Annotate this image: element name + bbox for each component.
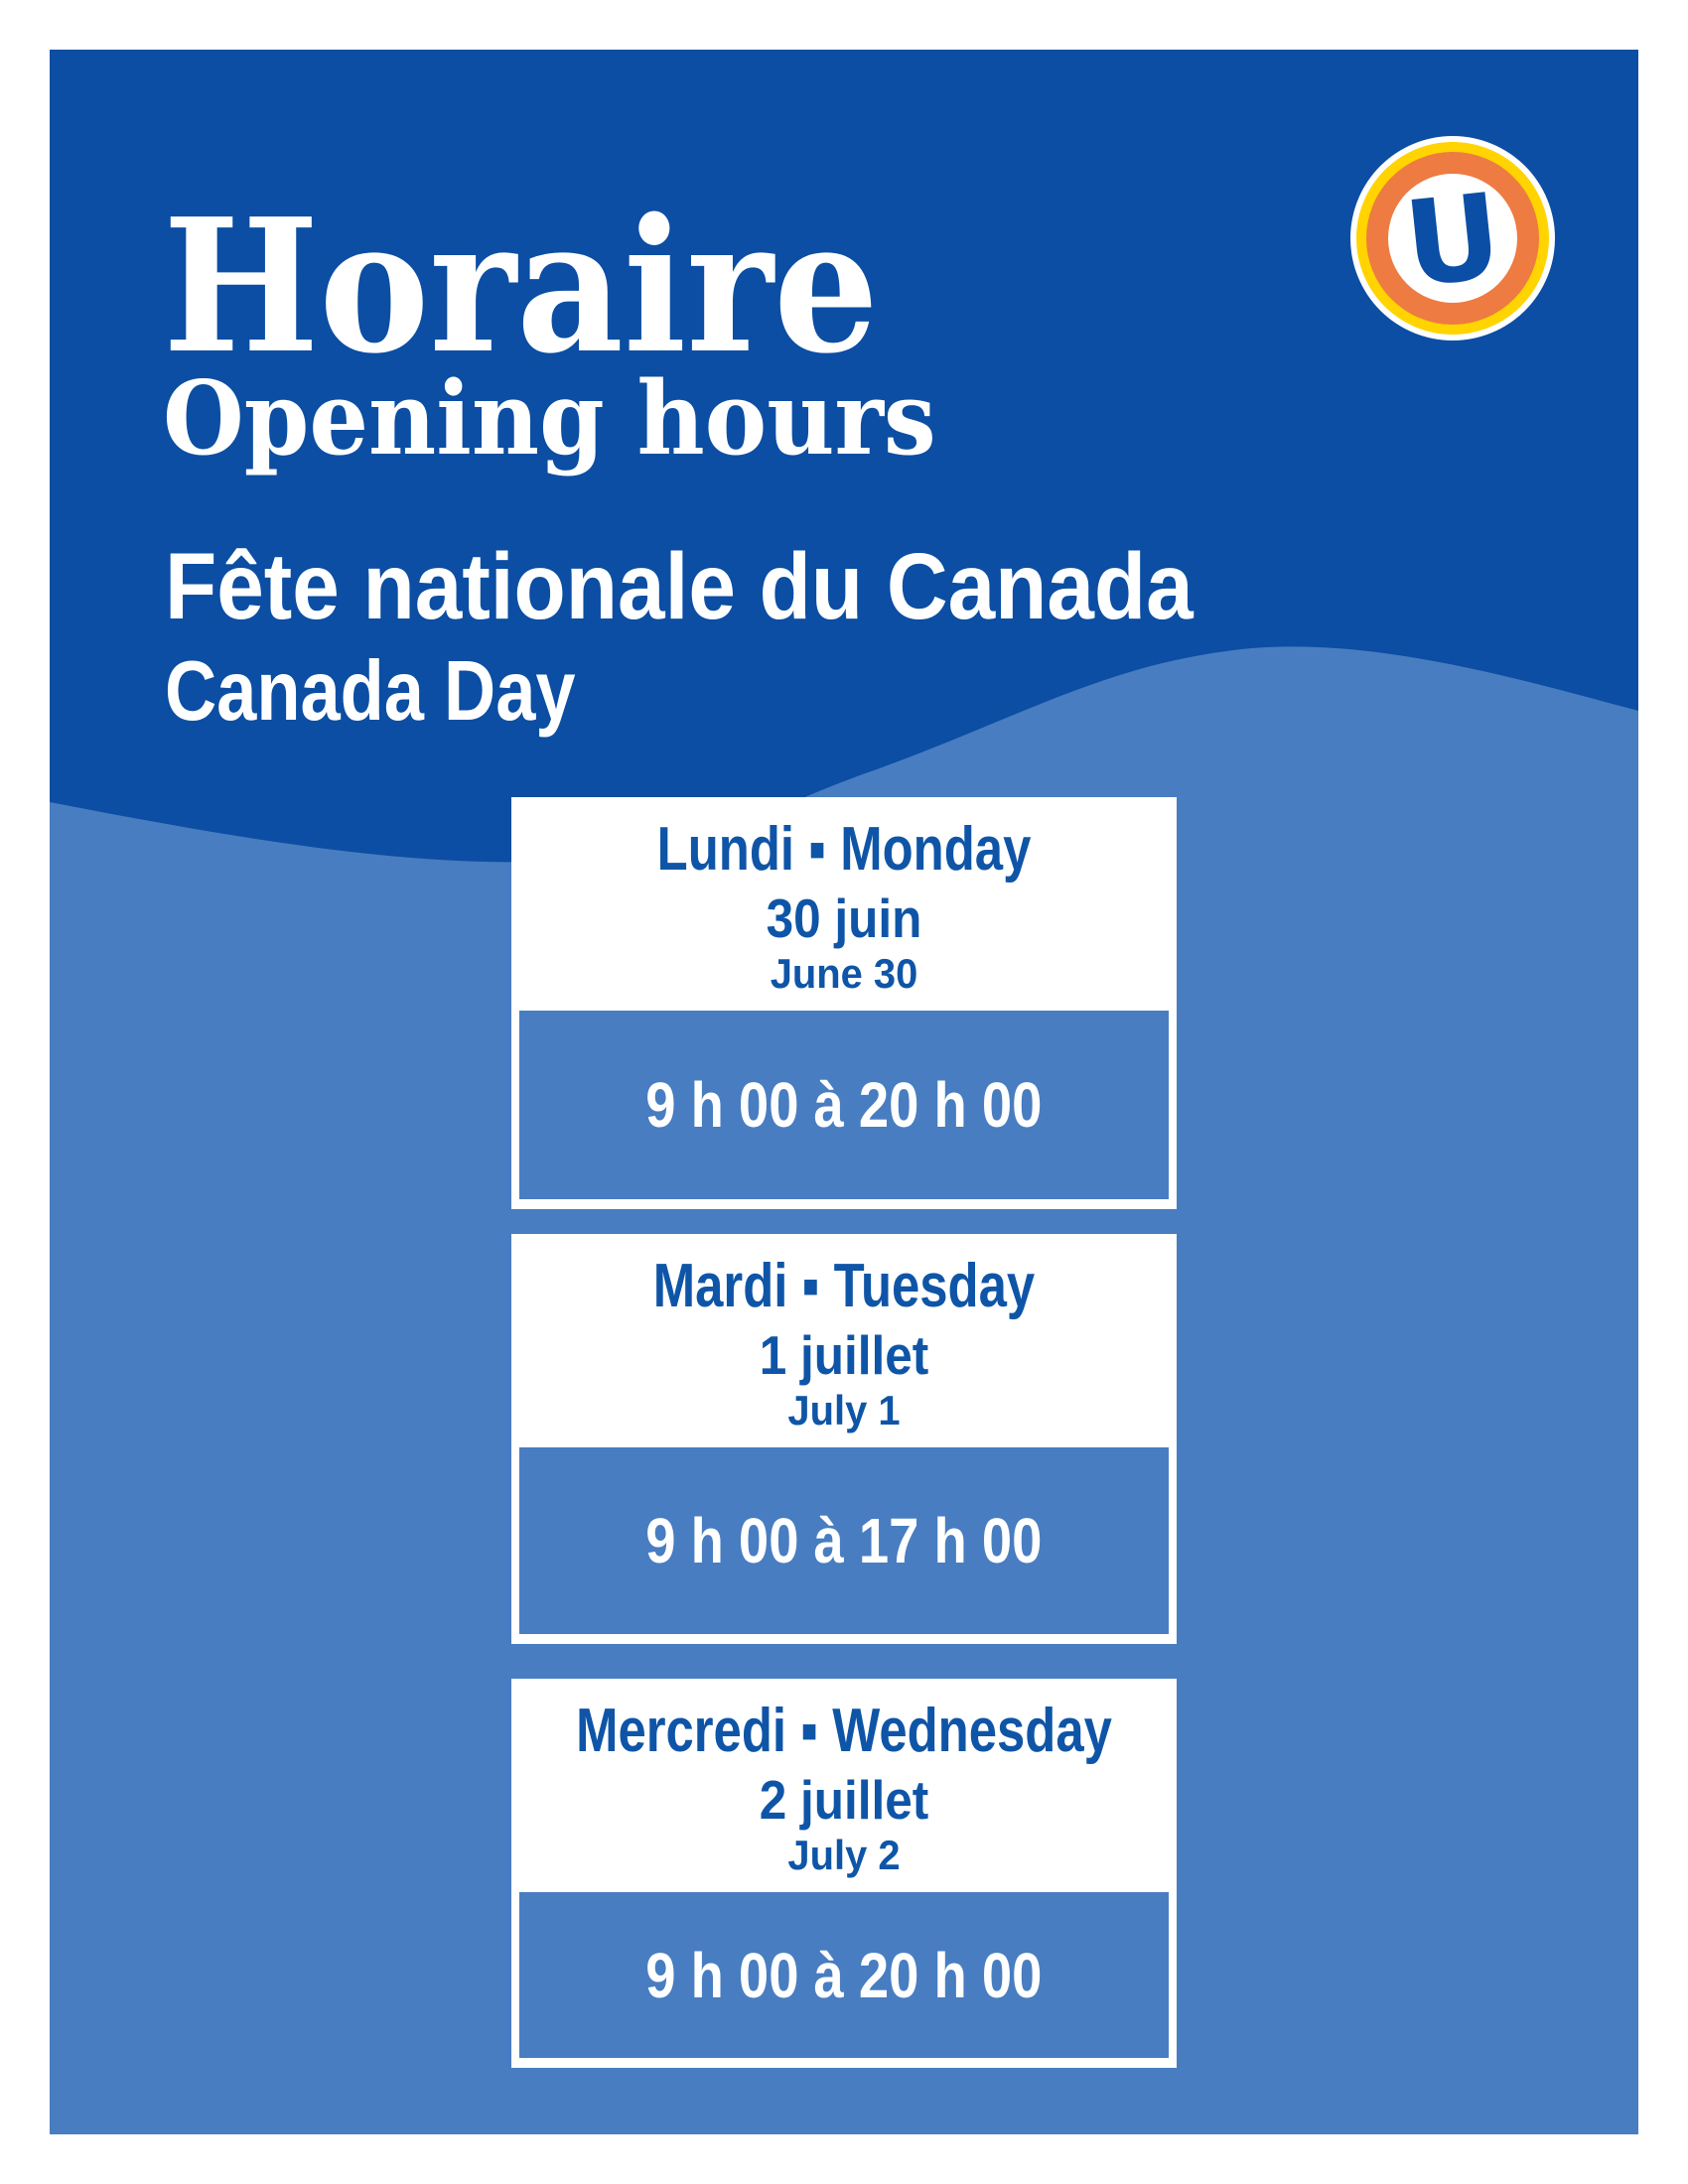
hours-card-wednesday [511, 1679, 1177, 2068]
card-date-english: July 2 [787, 1832, 901, 1878]
card-date-french: 2 juillet [759, 1769, 929, 1831]
page-title-english: Opening hours [163, 359, 936, 478]
card-date-french: 30 juin [766, 887, 922, 949]
holiday-name-english: Canada Day [165, 644, 576, 739]
holiday-name-french: Fête nationale du Canada [165, 534, 1194, 639]
hours-banner [519, 1447, 1169, 1634]
card-day-label: Mardi ▪ Tuesday [652, 1252, 1036, 1320]
hours-banner [519, 1892, 1169, 2058]
card-date-english: July 1 [787, 1387, 901, 1433]
hours-card-monday [511, 797, 1177, 1209]
card-day-label: Lundi ▪ Monday [656, 815, 1032, 884]
logo-letter: U [1398, 167, 1508, 314]
hours-value: 9 h 00 à 17 h 00 [645, 1505, 1043, 1576]
hours-card-tuesday [511, 1234, 1177, 1644]
brand-logo [1338, 124, 1567, 352]
card-date-english: June 30 [770, 950, 918, 997]
brand-logo-icon [1338, 124, 1567, 352]
page-title-french: Horaire [163, 178, 879, 394]
hours-banner [519, 1011, 1169, 1199]
card-date-french: 1 juillet [759, 1324, 929, 1386]
hours-value: 9 h 00 à 20 h 00 [645, 1069, 1043, 1141]
card-day-label: Mercredi ▪ Wednesday [576, 1697, 1112, 1765]
hours-value: 9 h 00 à 20 h 00 [645, 1939, 1043, 2011]
opening-hours-poster [50, 50, 1638, 2134]
